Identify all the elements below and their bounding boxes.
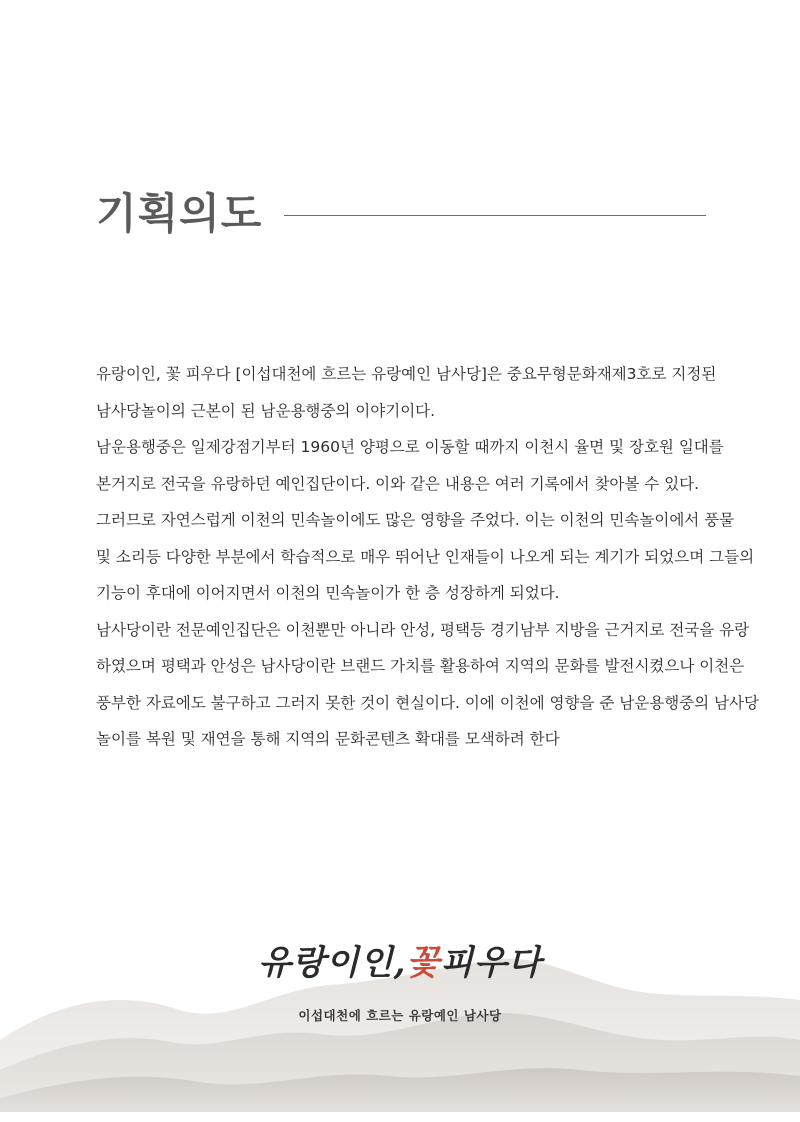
body-text: [96, 356, 759, 758]
body-line: 그러므로 자연스럽게 이천의 민속놀이에도 많은 영향을 주었다. 이는 이천의 민속놀이에서 풍물: [96, 511, 735, 529]
heading-divider: [284, 215, 706, 216]
body-line: 기능이 후대에 이어지면서 이천의 민속놀이가 한 층 성장하게 되었다.: [96, 584, 560, 602]
logo-title-part: 피우다: [440, 943, 542, 983]
logo-subtitle: 이섭대천에 흐르는 유랑예인 남사당: [298, 1008, 502, 1023]
body-line: 남운용행중은 일제강점기부터 1960년 양평으로 이동할 때까지 이천시 율면 및 장호원 일대를: [96, 438, 724, 456]
body-line: 및 소리등 다양한 부분에서 학습적으로 매우 뛰어난 인재들이 나오게 되는 계기가 되었으며 그들의: [96, 547, 755, 566]
logo-title-accent: 꽃: [406, 943, 441, 983]
body-line: 하였으며 평택과 안성은 남사당이란 브랜드 가치를 활용하여 지역의 문화를 발전시켰으나 이천은: [96, 657, 745, 675]
logo: [0, 934, 800, 1024]
logo-title: [258, 934, 542, 992]
body-line: 본거지로 전국을 유랑하던 예인집단이다. 이와 같은 내용은 여러 기록에서 찾아볼 수 있다.: [96, 474, 700, 493]
body-line: 남사당이란 전문예인집단은 이천뿐만 아니라 안성, 평택등 경기남부 지방을 근거지로 전국을 유랑: [96, 620, 750, 639]
body-line: 유랑이인, 꽃 피우다 [이섭대천에 흐르는 유랑예인 남사당]은 중요무형문화재제3호로 지정된: [96, 365, 717, 383]
body-line: 놀이를 복원 및 재연을 통해 지역의 문화콘텐츠 확대를 모색하려 한다: [96, 730, 560, 748]
body-line: 남사당놀이의 근본이 된 남운용행중의 이야기이다.: [96, 401, 436, 420]
logo-title-part: 유랑이인,: [258, 943, 407, 983]
mountain-base: [0, 1112, 800, 1122]
section-heading: [96, 184, 706, 244]
body-line: 풍부한 자료에도 불구하고 그러지 못한 것이 현실이다. 이에 이천에 영향을 준 남운용행중의 남사당: [96, 693, 759, 712]
section-title: 기획의도: [96, 189, 263, 238]
